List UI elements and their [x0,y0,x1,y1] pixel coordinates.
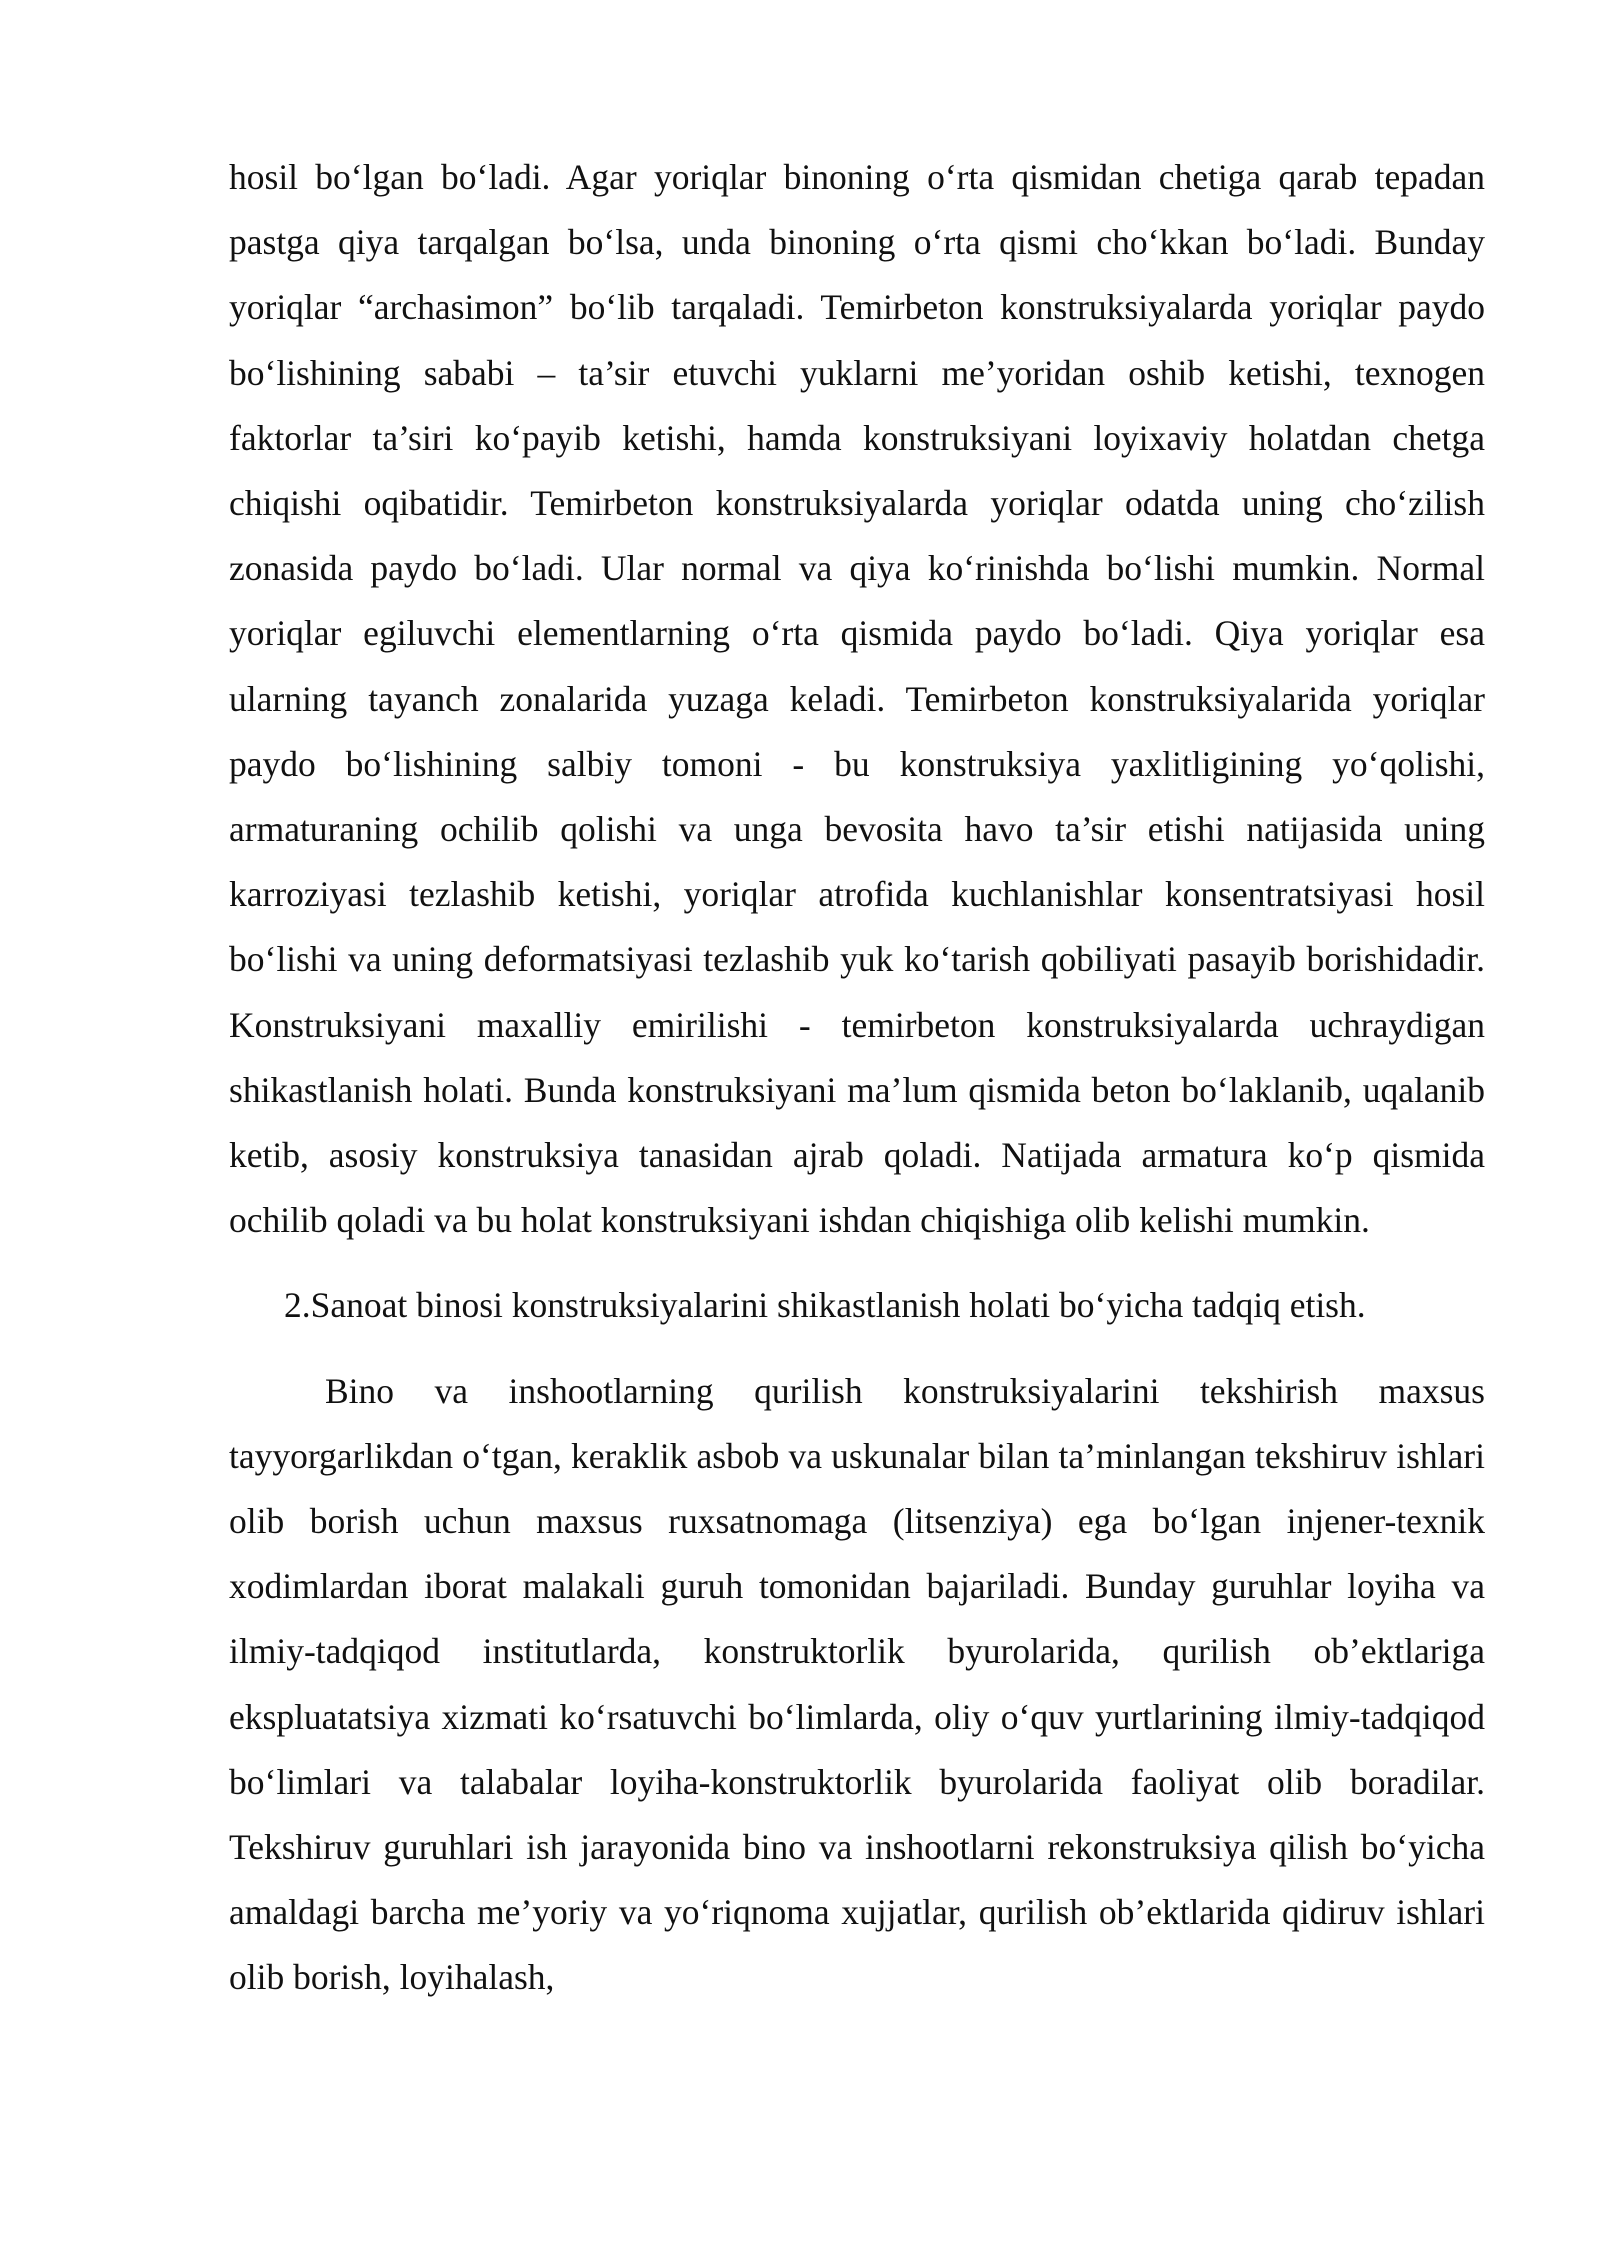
document-page [229,145,1485,2011]
body-paragraph: Bino va inshootlarning qurilish konstruksiyalarini tekshirish maxsus tayyorgarlikdan o‘tgan, keraklik asbob va uskunalar bilan ta’minlangan tekshiruv ishlari olib borish uchun maxsus ruxsatnomaga (litsenziya) ega bo‘lgan injener-texnik xodimlardan iborat malakali guruh tomonidan bajariladi. Bunday guruhlar loyiha va ilmiy-tadqiqod institutlarda, konstruktorlik byurolarida, qurilish ob’ektlariga ekspluatatsiya xizmati ko‘rsatuvchi bo‘limlarda, oliy o‘quv yurtlarining ilmiy-tadqiqod bo‘limlari va talabalar loyiha-konstruktorlik byurolarida faoliyat olib boradilar. Tekshiruv guruhlari ish jarayonida bino va inshootlarni rekonstruksiya qilish bo‘yicha amaldagi barcha me’yoriy va yo‘riqnoma xujjatlar, qurilish ob’ektlarida qidiruv ishlari olib borish, loyihalash, [229,1370,1485,1998]
body-paragraph: hosil bo‘lgan bo‘ladi. Agar yoriqlar binoning o‘rta qismidan chetiga qarab tepadan pastga qiya tarqalgan bo‘lsa, unda binoning o‘rta qismi cho‘kkan bo‘ladi. Bunday yoriqlar “archasimon” bo‘lib tarqaladi. Temirbeton konstruksiyalarda yoriqlar paydo bo‘lishining sababi – ta’sir etuvchi yuklarni me’yoridan oshib ketishi, texnogen faktorlar ta’siri ko‘payib ketishi, hamda konstruksiyani loyixaviy holatdan chetga chiqishi oqibatidir. Temirbeton konstruksiyalarda yoriqlar odatda uning cho‘zilish zonasida paydo bo‘ladi. Ular normal va qiya ko‘rinishda bo‘lishi mumkin. Normal yoriqlar egiluvchi elementlarning o‘rta qismida paydo bo‘ladi. Qiya yoriqlar esa ularning tayanch zonalarida yuzaga keladi. Temirbeton konstruksiyalarida yoriqlar paydo bo‘lishining salbiy tomoni - bu konstruksiya yaxlitligining yo‘qolishi, armaturaning ochilib qolishi va unga bevosita havo ta’sir etishi natijasida uning karroziyasi tezlashib ketishi, yoriqlar atrofida kuchlanishlar konsentratsiyasi hosil bo‘lishi va uning deformatsiyasi tezlashib yuk ko‘tarish qobiliyati pasayib borishidadir. Konstruksiyani maxalliy emirilishi - temirbeton konstruksiyalarda uchraydigan shikastlanish holati. Bunda konstruksiyani ma’lum qismida beton bo‘laklanib, uqalanib ketib, asosiy konstruksiya tanasidan ajrab qoladi. Natijada armatura ko‘p qismida ochilib qoladi va bu holat konstruksiyani ishdan chiqishiga olib kelishi mumkin. [229,157,1485,1241]
section-heading: 2.Sanoat binosi konstruksiyalarini shikastlanish holati bo‘yicha tadqiq etish. [284,1285,1366,1326]
